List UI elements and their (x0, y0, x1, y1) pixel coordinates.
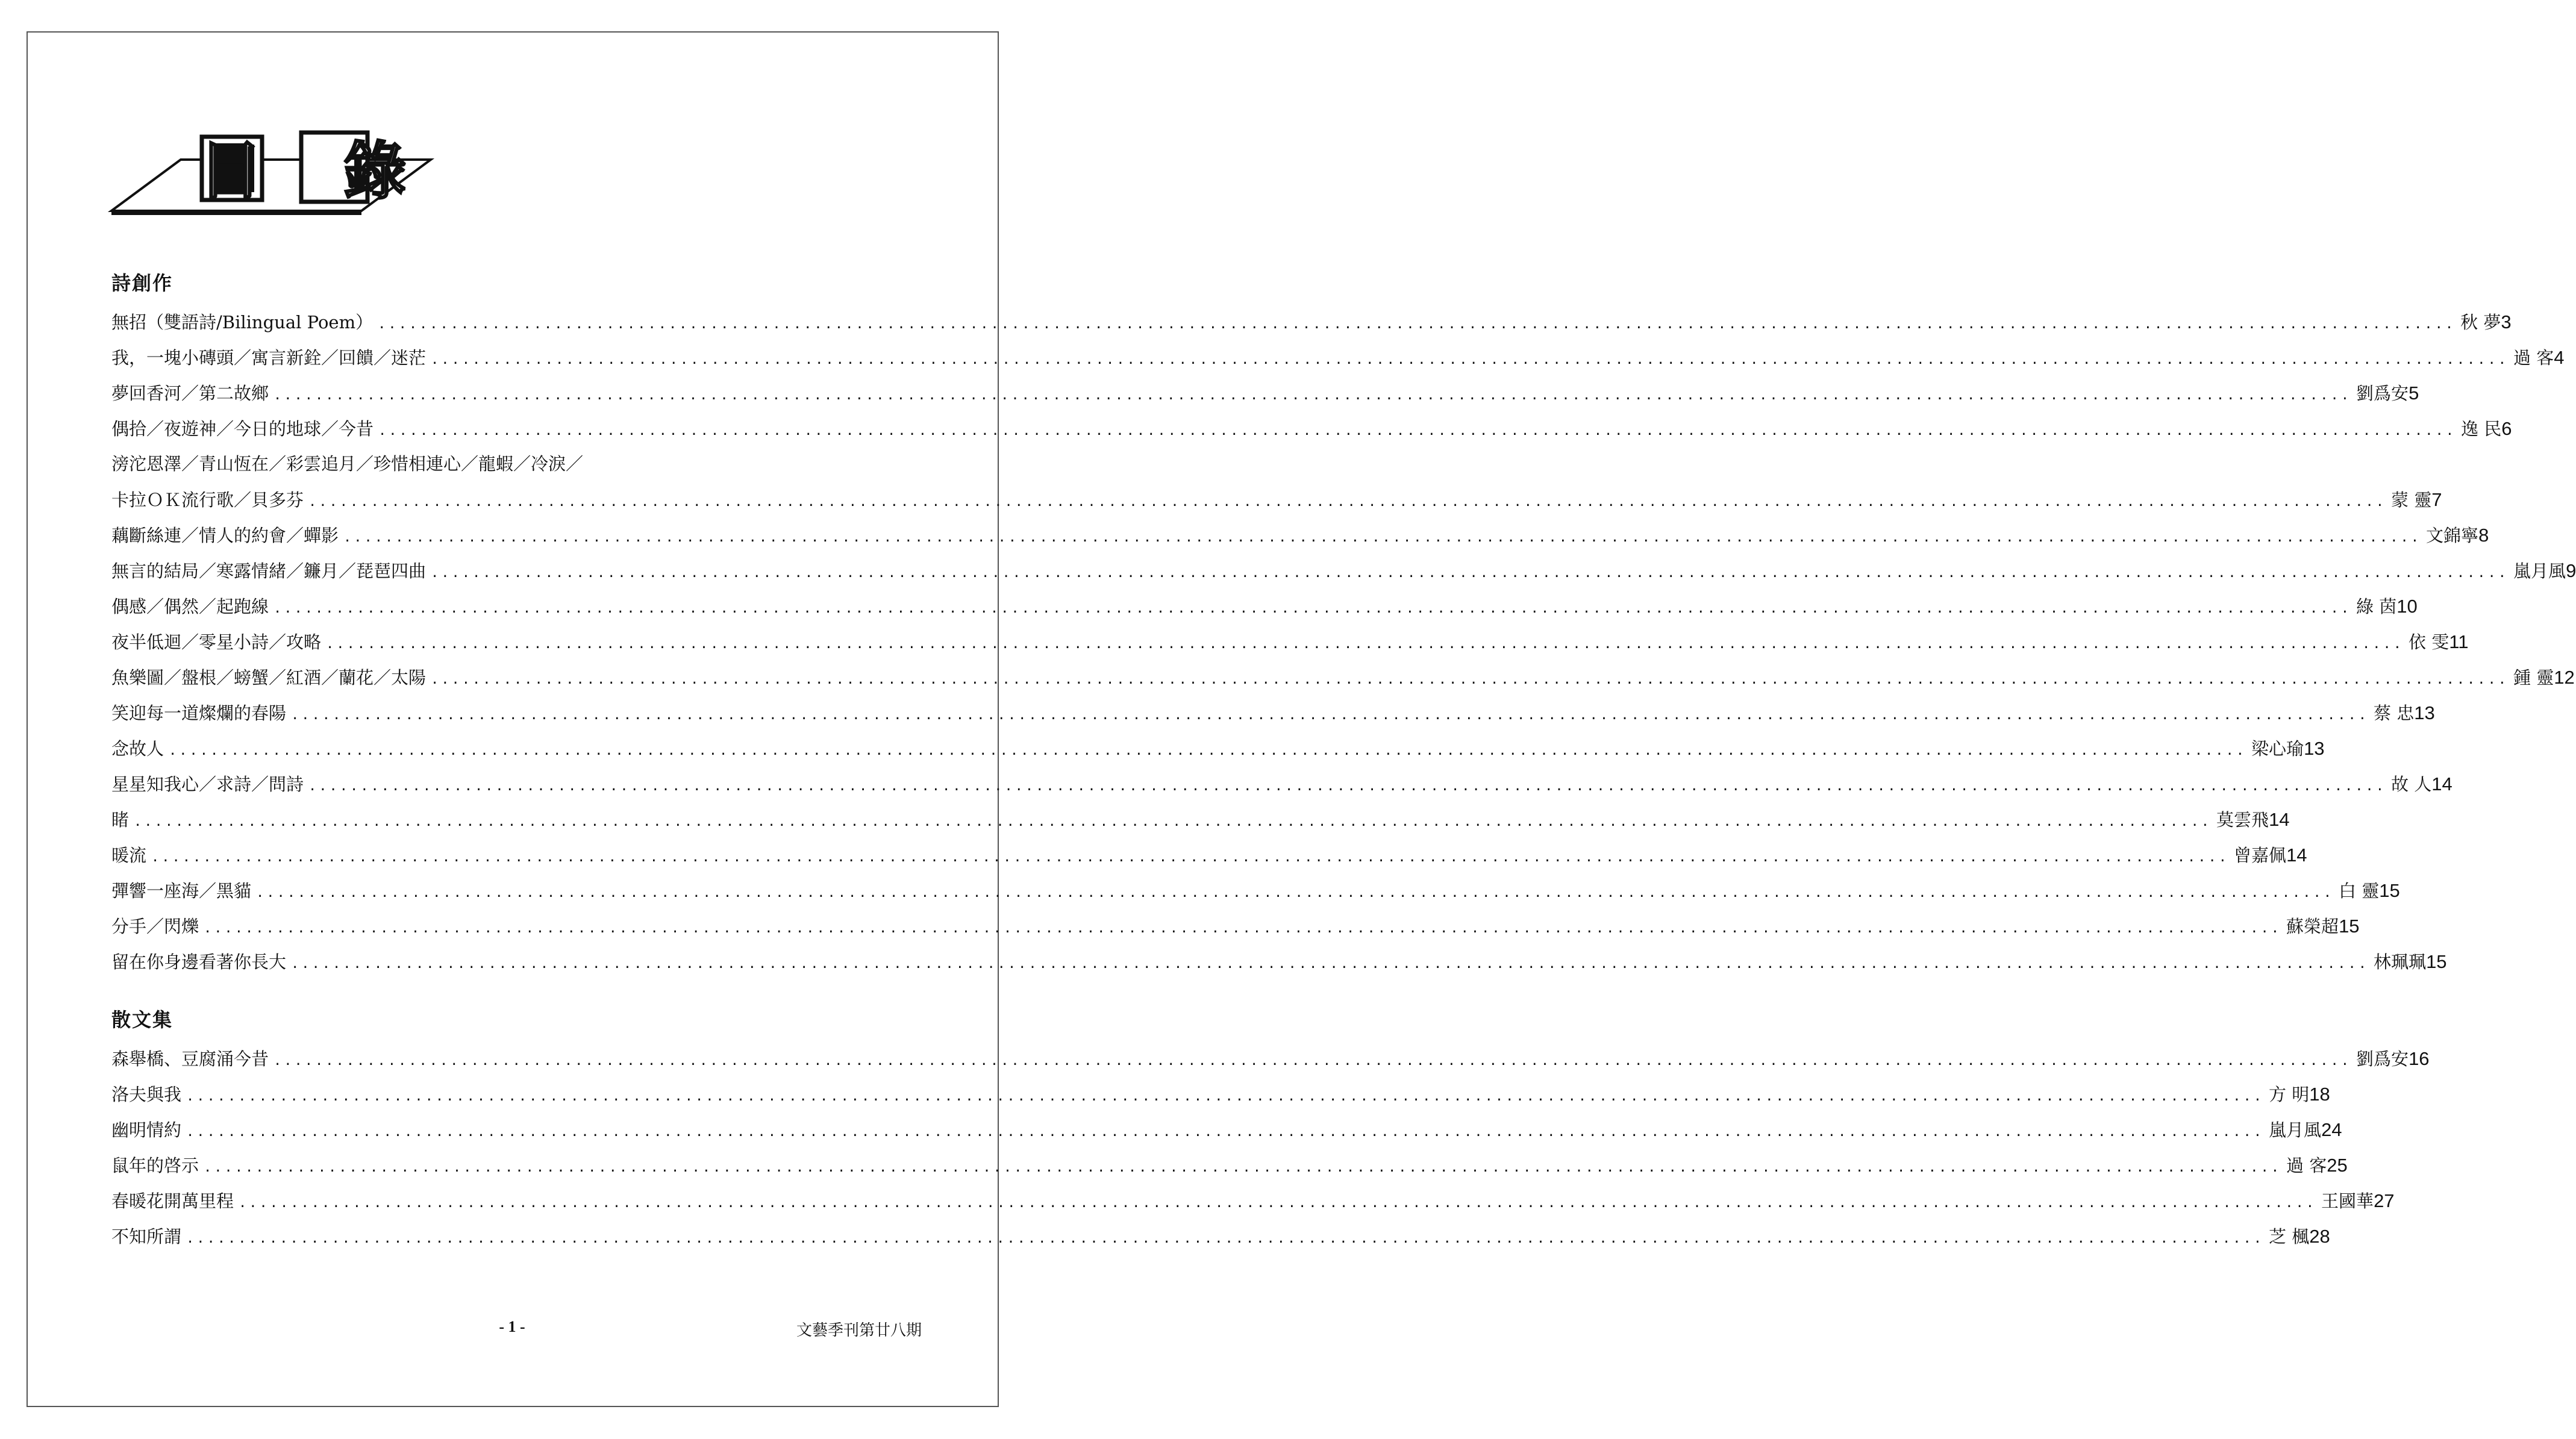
entry-page: 14 (2286, 844, 2307, 866)
entry-author: 蔡 忠 (2374, 703, 2415, 723)
entry-page: 8 (2478, 525, 2489, 546)
toc-entry[interactable] (111, 553, 2576, 588)
entry-page: 18 (2309, 1084, 2330, 1105)
entry-author: 方 明 (2269, 1084, 2310, 1105)
toc-entry[interactable] (111, 766, 2453, 802)
entry-title: 分手／閃爍 (111, 916, 199, 937)
toc-entry[interactable] (111, 1041, 2430, 1076)
entry-author: 過 客 (2286, 1155, 2327, 1176)
leader-dots: ........................................................................................................................................................................................................ (186, 1125, 2265, 1140)
entry-page: 7 (2431, 489, 2442, 510)
toc-entry[interactable] (111, 340, 2565, 375)
toc-entry[interactable] (111, 624, 2469, 660)
toc-entry[interactable] (111, 731, 2325, 766)
entry-page: 12 (2554, 667, 2575, 688)
leader-dots: ........................................................................................................................................................................................................ (431, 352, 2509, 367)
toc-entry[interactable] (111, 944, 2447, 979)
section-title: 詩創作 (111, 272, 174, 295)
toc-entry[interactable] (111, 304, 2512, 340)
entry-author: 梁心瑜 (2251, 738, 2304, 759)
entry-author: 林珮珮 (2374, 952, 2427, 972)
entry-title: 卡拉ＯＫ流行歌／貝多芬 (111, 490, 304, 510)
section-title: 散文集 (111, 1008, 174, 1031)
entry-title: 滂沱恩澤／青山恆在／彩雲追月／珍惜相連心／龍蝦／冷淚／ (111, 454, 584, 474)
entry-title: 藕斷絲連／情人的約會／蟬影 (111, 525, 339, 546)
entry-page: 28 (2309, 1226, 2330, 1247)
leader-dots: ........................................................................................................................................................................................................ (186, 1089, 2265, 1104)
leader-dots: ........................................................................................................................................................................................................ (291, 957, 2369, 972)
entry-title: 我，一塊小磚頭／寓言新銓／回饋／迷茫 (111, 348, 427, 368)
entry-page: 15 (2379, 880, 2400, 901)
entry-page: 10 (2396, 596, 2418, 617)
entry-author: 秋 夢 (2460, 312, 2501, 332)
toc-entry[interactable] (111, 1112, 2342, 1147)
entry-title: 無招（雙語詩/Bilingual Poem） (111, 312, 374, 332)
entry-author: 依 雯 (2409, 632, 2449, 652)
entry-author: 嵐月風 (2513, 561, 2566, 581)
toc-entry[interactable] (111, 1147, 2348, 1183)
entry-title: 幽明情約 (111, 1120, 182, 1140)
entry-author: 王國華 (2321, 1191, 2374, 1211)
entry-title: 暖流 (111, 845, 147, 866)
leader-dots: ........................................................................................................................................................................................................ (431, 672, 2509, 687)
leader-dots: ........................................................................................................................................................................................................ (274, 388, 2352, 403)
toc-entry[interactable] (111, 482, 2442, 517)
page-number: - 1 - (499, 1318, 525, 1335)
entry-author: 過 客 (2513, 348, 2554, 368)
entry-title: 彈響一座海／黑貓 (111, 881, 252, 901)
entry-author: 劉爲安 (2356, 1049, 2409, 1069)
entry-author: 曾嘉佩 (2234, 845, 2287, 866)
toc-entry[interactable] (111, 517, 2489, 553)
toc-entry[interactable] (111, 908, 2360, 944)
entry-title: 春暖花開萬里程 (111, 1191, 234, 1211)
entry-title: 偶拾／夜遊神／今日的地球／今昔 (111, 419, 374, 439)
entry-author: 逸 民 (2461, 419, 2502, 439)
leader-dots: ........................................................................................................................................................................................................ (186, 1231, 2265, 1246)
leader-dots: ........................................................................................................................................................................................................ (274, 601, 2352, 616)
entry-title: 不知所謂 (111, 1226, 182, 1247)
magazine-issue: 文藝季刊第廿八期 (796, 1322, 922, 1340)
leader-dots: ........................................................................................................................................................................................................ (239, 1196, 2317, 1211)
leader-dots: ........................................................................................................................................................................................................ (378, 317, 2456, 332)
leader-dots: ........................................................................................................................................................................................................ (343, 530, 2422, 545)
leader-dots: ........................................................................................................................................................................................................ (256, 885, 2334, 901)
entry-author: 蘇榮超 (2286, 916, 2339, 937)
entry-author: 嵐月風 (2269, 1120, 2322, 1140)
leader-dots: ........................................................................................................................................................................................................ (151, 850, 2230, 865)
entry-page: 5 (2409, 382, 2419, 404)
entry-title: 睹 (111, 810, 130, 830)
leader-dots: ........................................................................................................................................................................................................ (291, 708, 2369, 723)
entry-author: 文錦寧 (2426, 525, 2479, 546)
section-prose (111, 1005, 2430, 1254)
entry-page: 24 (2321, 1119, 2342, 1140)
entry-page: 11 (2449, 631, 2469, 652)
leader-dots: ........................................................................................................................................................................................................ (308, 779, 2387, 794)
entry-author: 綠 茵 (2356, 596, 2397, 617)
entry-page: 4 (2554, 347, 2565, 368)
toc-entry[interactable] (111, 588, 2418, 624)
entry-page: 14 (2431, 773, 2453, 794)
entry-page: 16 (2409, 1048, 2430, 1069)
entry-page: 9 (2566, 560, 2576, 581)
leader-dots: ........................................................................................................................................................................................................ (204, 921, 2282, 936)
leader-dots: ........................................................................................................................................................................................................ (431, 566, 2509, 581)
entry-title: 森舉橋、豆腐涌今昔 (111, 1049, 269, 1069)
entry-title: 無言的結局／寒露情緒／鐮月／琵琶四曲 (111, 561, 427, 581)
entry-title: 留在你身邊看著你長大 (111, 952, 287, 972)
toc-entry[interactable] (111, 1219, 2330, 1254)
entry-author: 故 人 (2391, 774, 2432, 794)
entry-author: 鍾 靈 (2513, 667, 2554, 688)
toc-title: 目 錄 (199, 134, 437, 208)
toc-entry[interactable] (111, 837, 2307, 873)
entry-page: 13 (2414, 702, 2435, 723)
entry-page: 6 (2501, 418, 2512, 439)
section-poetry (111, 268, 2576, 979)
leader-dots: ........................................................................................................................................................................................................ (134, 814, 2212, 829)
entry-page: 13 (2304, 738, 2325, 759)
entry-author: 芝 楓 (2269, 1226, 2310, 1247)
entry-title: 洛夫與我 (111, 1084, 182, 1105)
toc-title-graphic (108, 123, 437, 220)
entry-page: 15 (2339, 916, 2360, 937)
toc-entry[interactable] (111, 1076, 2330, 1112)
leader-dots: ........................................................................................................................................................................................................ (378, 423, 2457, 439)
toc-entry[interactable] (111, 695, 2435, 731)
entry-title: 魚樂圖／盤根／螃蟹／紅酒／蘭花／太陽 (111, 667, 427, 688)
entry-title: 念故人 (111, 738, 164, 759)
leader-dots: ........................................................................................................................................................................................................ (204, 1160, 2282, 1175)
leader-dots: ........................................................................................................................................................................................................ (169, 743, 2247, 758)
toc-entry[interactable] (111, 375, 2419, 411)
toc-entry[interactable] (111, 411, 2512, 446)
entry-page: 14 (2269, 809, 2290, 830)
entry-page: 25 (2327, 1155, 2348, 1176)
entry-title: 夢回香河／第二故鄉 (111, 383, 269, 404)
entry-author: 蒙 靈 (2391, 490, 2432, 510)
entry-page: 15 (2426, 951, 2447, 972)
toc-entry[interactable] (111, 802, 2290, 837)
leader-dots: ........................................................................................................................................................................................................ (326, 637, 2404, 652)
entry-title: 笑迎每一道燦爛的春陽 (111, 703, 287, 723)
entry-author: 莫雲飛 (2216, 810, 2269, 830)
toc-entry[interactable] (111, 1183, 2395, 1219)
entry-author: 白 靈 (2339, 881, 2380, 901)
entry-page: 3 (2501, 311, 2512, 332)
toc-entry[interactable] (111, 446, 919, 482)
entry-title: 夜半低迴／零星小詩／攻略 (111, 632, 322, 652)
entry-page: 27 (2374, 1190, 2395, 1211)
entry-title: 星星知我心／求詩／問詩 (111, 774, 304, 794)
entry-title: 偶感／偶然／起跑線 (111, 596, 269, 617)
entry-title: 鼠年的啓示 (111, 1155, 199, 1176)
toc-entry[interactable] (111, 660, 2575, 695)
entry-author: 劉爲安 (2356, 383, 2409, 404)
leader-dots: ........................................................................................................................................................................................................ (274, 1053, 2352, 1069)
leader-dots: ........................................................................................................................................................................................................ (308, 495, 2387, 510)
toc-entry[interactable] (111, 873, 2400, 908)
